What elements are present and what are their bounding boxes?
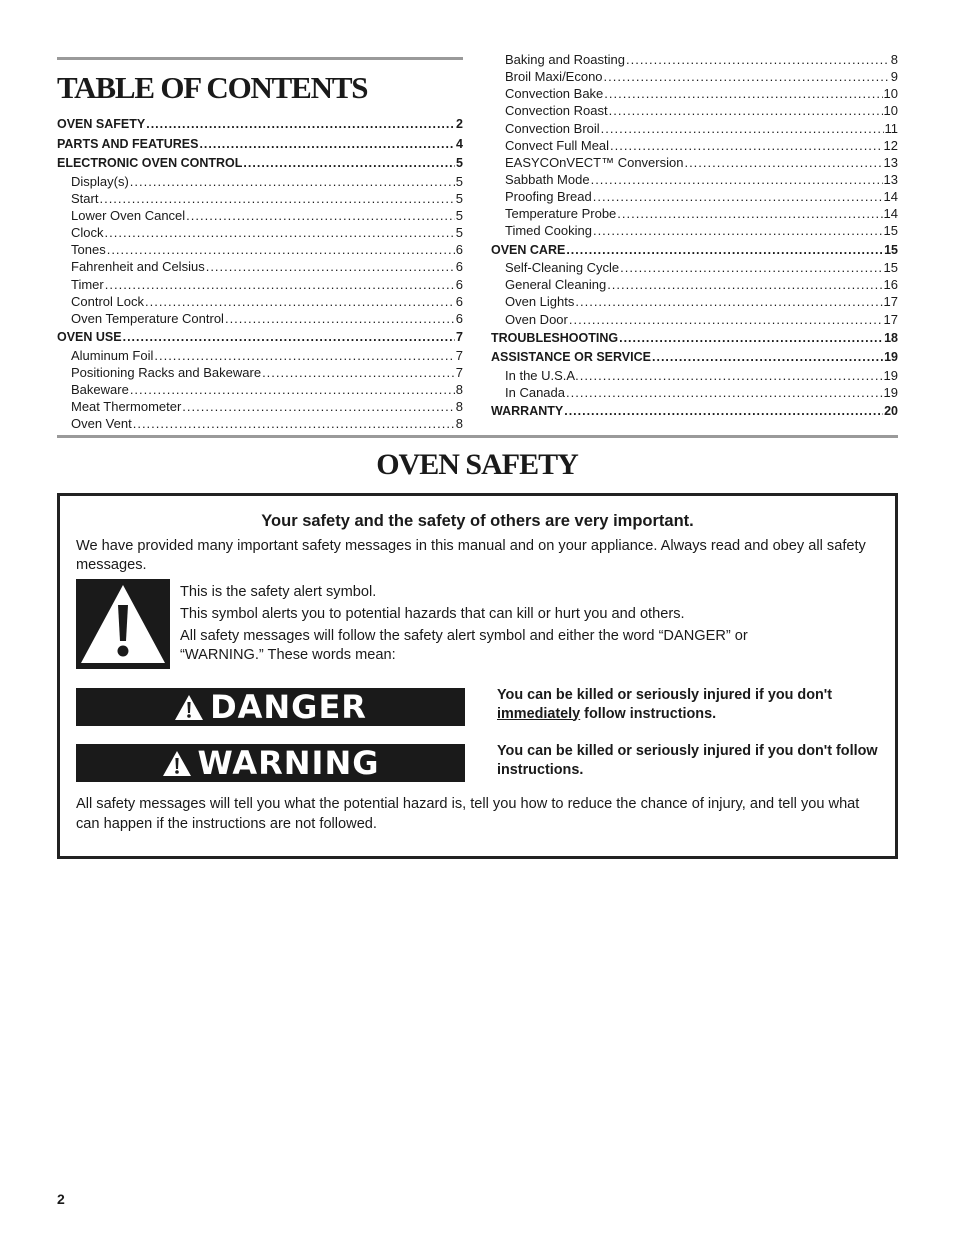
- toc-entry-page: 15: [883, 260, 898, 276]
- toc-entry-page: 14: [883, 189, 898, 205]
- safety-footer: All safety messages will tell you what the potential hazard is, tell you how to reduce the chance of injury, and tell you what can happen if the instructions are not followed.: [76, 796, 860, 832]
- toc-entry[interactable]: [57, 173, 463, 190]
- toc-entry-page: 8: [455, 399, 463, 415]
- danger-banner: [76, 688, 465, 726]
- oven-safety-title: OVEN SAFETY: [376, 448, 578, 481]
- toc-leader-dots: [617, 205, 882, 222]
- toc-entry-page: 14: [883, 206, 898, 222]
- toc-entry-page: 17: [883, 294, 898, 310]
- safety-box: [57, 493, 898, 859]
- toc-entry-page: 5: [455, 208, 463, 224]
- toc-leader-dots: [604, 85, 882, 102]
- toc-entry-page: 5: [456, 156, 463, 171]
- toc-entry-page: 13: [883, 171, 898, 187]
- toc-leader-dots: [107, 241, 455, 258]
- toc-entry-page: 5: [455, 173, 463, 189]
- toc-entry-label: Convect Full Meal: [505, 137, 610, 153]
- danger-meaning-emphasis: immediately: [497, 705, 581, 722]
- toc-entry-label: Sabbath Mode: [505, 171, 590, 187]
- toc-entry-page: 12: [883, 137, 898, 153]
- toc-entry-label: Proofing Bread: [505, 189, 592, 205]
- toc-entry[interactable]: [491, 401, 898, 421]
- toc-entry-label: Oven Door: [505, 311, 568, 327]
- toc-leader-dots: [593, 188, 883, 205]
- toc-entry-label: In Canada: [505, 385, 565, 401]
- toc-leader-dots: [619, 328, 883, 348]
- toc-entry-page: 6: [455, 242, 463, 258]
- toc-leader-dots: [199, 134, 455, 154]
- toc-entry-label: EASYCOnVECT™ Conversion: [505, 154, 684, 170]
- toc-entry-page: 8: [455, 381, 463, 397]
- toc-entry-label: Self-Cleaning Cycle: [505, 260, 620, 276]
- toc-entry-page: 10: [883, 103, 898, 119]
- danger-meaning-end: follow instructions.: [580, 705, 717, 722]
- toc-leader-dots: [182, 398, 454, 415]
- toc-entry[interactable]: [57, 327, 463, 347]
- top-rule: [57, 57, 463, 60]
- toc-entry-label: Timed Cooking: [505, 223, 592, 239]
- toc-leader-dots: [225, 310, 455, 327]
- toc-entry-label: Start: [71, 190, 99, 206]
- toc-entry-page: 6: [455, 276, 463, 292]
- toc-entry[interactable]: [57, 207, 463, 224]
- toc-entry-label: PARTS AND FEATURES: [57, 136, 199, 151]
- toc-leader-dots: [206, 258, 455, 275]
- toc-entry[interactable]: [57, 153, 463, 173]
- toc-leader-dots: [145, 293, 455, 310]
- section-rule: [57, 435, 898, 438]
- toc-entry-label: Baking and Roasting: [505, 52, 625, 67]
- toc-entry-page: 10: [883, 86, 898, 102]
- toc-entry-label: WARRANTY: [491, 404, 564, 419]
- toc-entry-page: 19: [883, 367, 898, 383]
- toc-leader-dots: [133, 415, 455, 432]
- warning-word: WARNING: [197, 744, 380, 782]
- toc-entry[interactable]: [491, 311, 898, 328]
- toc-entry-page: 6: [455, 259, 463, 275]
- toc-leader-dots: [626, 51, 890, 68]
- toc-entry[interactable]: [491, 85, 898, 102]
- toc-entry-label: Timer: [71, 276, 104, 292]
- toc-entry-page: 15: [884, 242, 898, 257]
- toc-entry[interactable]: [491, 188, 898, 205]
- toc-leader-dots: [593, 222, 883, 239]
- toc-entry-label: Oven Vent: [71, 416, 132, 432]
- toc-leader-dots: [99, 190, 454, 207]
- toc-entry-label: ASSISTANCE OR SERVICE: [491, 350, 651, 365]
- toc-leader-dots: [684, 154, 882, 171]
- toc-entry-label: Positioning Racks and Bakeware: [71, 364, 262, 380]
- alert-line: All safety messages will follow the safety alert symbol and either the word “DANGER” or “WARNING.” These words mean:: [180, 628, 748, 663]
- toc-entry[interactable]: [57, 347, 463, 364]
- toc-entry-page: 4: [456, 136, 463, 151]
- toc-leader-dots: [575, 293, 882, 310]
- toc-entry[interactable]: [491, 154, 898, 171]
- alert-description: [180, 583, 800, 668]
- toc-entry-label: Oven Lights: [505, 294, 575, 310]
- toc-leader-dots: [609, 102, 883, 119]
- toc-entry[interactable]: [57, 224, 463, 241]
- toc-entry[interactable]: [491, 347, 898, 367]
- toc-entry-page: 11: [884, 120, 898, 136]
- toc-entry[interactable]: [57, 415, 463, 432]
- toc-entry-page: 5: [455, 190, 463, 206]
- warning-banner: [76, 744, 465, 782]
- toc-entry[interactable]: [57, 258, 463, 275]
- toc-leader-dots: [105, 224, 455, 241]
- safety-heading: Your safety and the safety of others are very important.: [261, 512, 694, 530]
- alert-triangle-icon: [162, 750, 192, 777]
- toc-entry[interactable]: [491, 367, 898, 384]
- toc-entry[interactable]: [491, 137, 898, 154]
- toc-entry-page: 20: [884, 404, 898, 419]
- toc-leader-dots: [186, 207, 455, 224]
- toc-entry-label: Oven Temperature Control: [71, 310, 224, 326]
- danger-word: DANGER: [210, 688, 367, 726]
- alert-line: This is the safety alert symbol.: [180, 584, 377, 600]
- toc-leader-dots: [564, 401, 883, 421]
- toc-entry[interactable]: [491, 171, 898, 188]
- toc-entry[interactable]: [491, 293, 898, 310]
- toc-leader-dots: [610, 137, 882, 154]
- toc-entry-label: In the U.S.A.: [505, 367, 579, 383]
- toc-entry-label: Control Lock: [71, 293, 144, 309]
- toc-entry-label: TROUBLESHOOTING: [491, 330, 619, 345]
- safety-alert-icon: [76, 579, 170, 669]
- toc-entry-page: 15: [883, 223, 898, 239]
- toc-entry-label: OVEN CARE: [491, 242, 566, 257]
- toc-entry-page: 6: [455, 310, 463, 326]
- toc-entry[interactable]: [491, 51, 898, 68]
- danger-meaning: [497, 686, 887, 723]
- toc-entry-label: Meat Thermometer: [71, 399, 182, 415]
- toc-leader-dots: [105, 276, 455, 293]
- toc-entry-label: Aluminum Foil: [71, 347, 154, 363]
- toc-entry[interactable]: [491, 384, 898, 401]
- toc-entry-page: 19: [883, 385, 898, 401]
- toc-leader-dots: [123, 327, 455, 347]
- toc-entry-page: 19: [884, 350, 898, 365]
- danger-meaning-start: You can be killed or seriously injured if you don't: [497, 687, 832, 703]
- toc-leader-dots: [146, 114, 455, 134]
- toc-entry-page: 18: [884, 330, 898, 345]
- toc-leader-dots: [604, 68, 890, 85]
- alert-triangle-icon: [174, 694, 204, 721]
- toc-entry-page: 2: [456, 117, 463, 131]
- toc-entry-label: Temperature Probe: [505, 206, 617, 222]
- toc-entry[interactable]: [57, 114, 463, 134]
- page-number: 2: [57, 1191, 65, 1207]
- toc-entry[interactable]: [491, 102, 898, 119]
- toc-entry[interactable]: [57, 364, 463, 381]
- toc-leader-dots: [607, 276, 882, 293]
- toc-leader-dots: [154, 347, 454, 364]
- toc-entry-label: General Cleaning: [505, 277, 607, 293]
- toc-entry-page: 6: [455, 293, 463, 309]
- toc-entry-page: 9: [890, 69, 898, 85]
- toc-entry[interactable]: [57, 241, 463, 258]
- toc-entry-page: 7: [456, 330, 463, 345]
- toc-entry[interactable]: [491, 240, 898, 260]
- toc-leader-dots: [130, 381, 455, 398]
- toc-entry-page: 13: [883, 154, 898, 170]
- toc-entry-label: OVEN SAFETY: [57, 117, 146, 131]
- toc-entry[interactable]: [57, 134, 463, 154]
- toc-leader-dots: [601, 120, 884, 137]
- toc-list-right: [491, 51, 898, 421]
- toc-entry-page: 8: [890, 52, 898, 67]
- toc-entry[interactable]: [491, 222, 898, 239]
- toc-entry[interactable]: [491, 328, 898, 348]
- toc-leader-dots: [130, 173, 455, 190]
- toc-leader-dots: [620, 259, 882, 276]
- toc-entry-label: Broil Maxi/Econo: [505, 69, 603, 85]
- toc-leader-dots: [580, 367, 883, 384]
- toc-list-left: [57, 114, 463, 432]
- toc-entry[interactable]: [491, 276, 898, 293]
- toc-entry-page: 7: [455, 347, 463, 363]
- warning-meaning: You can be killed or seriously injured if you don't follow instructions.: [497, 743, 878, 778]
- toc-entry-label: Display(s): [71, 173, 129, 189]
- safety-intro: We have provided many important safety messages in this manual and on your appliance. Always read and obey all safety messages.: [76, 538, 866, 573]
- toc-entry[interactable]: [491, 259, 898, 276]
- toc-leader-dots: [566, 240, 883, 260]
- toc-leader-dots: [566, 384, 883, 401]
- toc-leader-dots: [569, 311, 883, 328]
- toc-entry-label: Tones: [71, 242, 106, 258]
- toc-entry-label: Convection Bake: [505, 86, 604, 102]
- toc-entry-label: Convection Broil: [505, 120, 600, 136]
- toc-entry[interactable]: [57, 398, 463, 415]
- toc-entry-label: Clock: [71, 225, 104, 241]
- toc-entry-label: Bakeware: [71, 381, 129, 397]
- toc-entry-label: ELECTRONIC OVEN CONTROL: [57, 156, 243, 171]
- toc-entry[interactable]: [57, 381, 463, 398]
- toc-leader-dots: [243, 153, 455, 173]
- toc-entry[interactable]: [491, 205, 898, 222]
- toc-entry[interactable]: [57, 310, 463, 327]
- toc-entry-label: OVEN USE: [57, 330, 122, 345]
- toc-entry-page: 16: [883, 277, 898, 293]
- toc-leader-dots: [591, 171, 883, 188]
- toc-entry-label: Lower Oven Cancel: [71, 208, 186, 224]
- alert-line: This symbol alerts you to potential hazards that can kill or hurt you and others.: [180, 606, 685, 623]
- toc-entry-page: 7: [455, 364, 463, 380]
- toc-leader-dots: [652, 347, 883, 367]
- toc-entry-page: 5: [455, 225, 463, 241]
- toc-leader-dots: [262, 364, 455, 381]
- toc-entry-label: Convection Roast: [505, 103, 608, 119]
- toc-entry[interactable]: [57, 190, 463, 207]
- toc-entry[interactable]: [57, 293, 463, 310]
- toc-entry-page: 17: [883, 311, 898, 327]
- toc-entry[interactable]: [491, 120, 898, 137]
- toc-entry[interactable]: [57, 276, 463, 293]
- toc-entry-label: Fahrenheit and Celsius: [71, 259, 205, 275]
- toc-entry-page: 8: [455, 416, 463, 432]
- toc-title: TABLE OF CONTENTS: [57, 70, 368, 105]
- toc-entry[interactable]: [491, 68, 898, 85]
